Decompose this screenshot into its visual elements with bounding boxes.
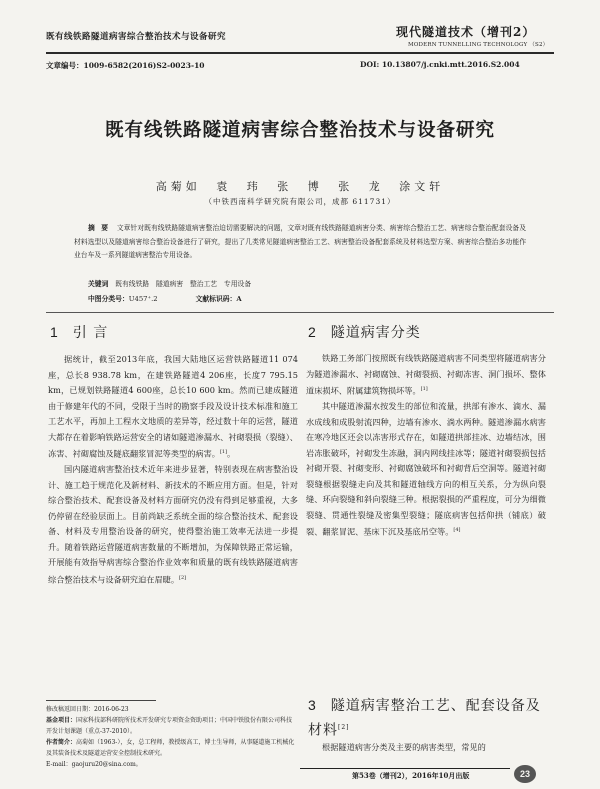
section-2-title: 隧道病害分类 (330, 325, 421, 341)
abstract-text: 文章针对既有线铁路隧道病害整治迫切需要解决的问题，文章对既有线铁路隧道病害分类、病害综合整治工艺、病害综合整治配套设备及材料选型以及隧道病害综合整治设备进行了研究，提出了几类常见隧道病害整治工艺、病害整治设备配套系统及材料选型方案、病害综合整治多功能作业台车及一系列隧道病害整治专用设备。 (74, 224, 527, 259)
abstract (74, 222, 526, 263)
section-3-number: 3 (308, 697, 317, 713)
paragraph-text: 国内隧道病害整治技术近年来进步显著，特别表现在病害整治设计、施工趋于规范化及新材料、新技术的不断应用方面。但是，针对综合整治技术、配套设备及材料方面研究仍没有得到足够重视，大多仍停留在经验层面上。目前尚缺乏系统全面的综合整治技术、配套设备、材料及专用整治设备的研究，使得整治施工效率无法进一步提升。随着铁路运营隧道病害数量的不断增加，为保障铁路正常运输，开展能有效指导病害综合整治作业效率和质量的既有线铁路隧道病害综合整治技术与设备研究迫在眉睫。 (48, 464, 298, 585)
article-number: 文章编号：1009-6582(2016)S2-0023-10 (46, 61, 205, 70)
section-1-heading (50, 322, 108, 342)
citation: [1] (420, 386, 428, 392)
page-number: 23 (514, 765, 536, 783)
fund-label: 基金项目： (46, 717, 77, 724)
affiliation: （中铁西南科学研究院有限公司，成都 611731） (204, 197, 396, 206)
author-email: E-mail：gaojuru20@sina.com。 (46, 761, 142, 768)
paragraph-text: 据统计，截至2013年底，我国大陆地区运营铁路隧道11 074座，总长8 938.78 km，在建铁路隧道4 206座，长度7 795.15 km，已规划铁路隧道4 600座，总长10 600 km。然而已建成隧道由于修建年代的不同，受限于当时的勘察手段及设计技术标准和施工工艺水平，再加上工程水文地质的差异等，经过数十年的运营，隧道大都存在着影响铁路运营安全的诸如隧道渗漏水、衬砌裂损（裂缝）、冻害、衬砌腐蚀及隧底翻浆冒泥等类型的病害。 (48, 354, 298, 459)
citation: [2] (179, 574, 187, 581)
doc-code-label: 文献标识码： (195, 295, 237, 303)
received-date: 修改稿返回日期：2016-06-23 (46, 706, 129, 713)
keywords-label: 关键词 (88, 280, 109, 288)
header-rule (46, 52, 554, 54)
section-1-title: 引 言 (72, 325, 109, 341)
paragraph (306, 399, 546, 540)
issue-info: 第53卷（增刊2），2016年10月出版 (352, 771, 470, 780)
section-3-title: 隧道病害整治工艺、配套设备及材料 (308, 698, 541, 739)
classification (88, 293, 242, 303)
doi: DOI: 10.13807/j.cnki.mtt.2016.S2.004 (360, 60, 520, 69)
section-2-body (306, 351, 546, 540)
paper-title: 既有线铁路隧道病害综合整治技术与设备研究 (104, 120, 495, 141)
footnotes (46, 704, 296, 770)
fund-note (46, 715, 296, 737)
keywords-text: 既有线铁路 隧道病害 整治工艺 专用设备 (115, 280, 252, 288)
author-label: 作者简介： (46, 739, 77, 746)
section-3-body (306, 740, 546, 756)
keywords (88, 278, 528, 288)
author-list: 高菊如 袁 玮 张 博 张 龙 涂文轩 (155, 180, 445, 193)
author-note (46, 737, 296, 759)
section-1-number: 1 (50, 324, 59, 340)
paragraph-text: 其中隧道渗漏水按发生的部位和流量，拱部有渗水、滴水、漏水成线和成股射流四种，边墙有渗水、淌水两种。隧道渗漏水病害在寒冷地区还会以冻害形式存在，如隧道拱部挂冰、边墙结冰，围岩冻胀破坏，衬砌发生冻融，洞内网线挂冰等；隧道衬砌裂损包括衬砌开裂、衬砌变形、衬砌腐蚀破坏和衬砌背后空洞等。隧道衬砌裂缝根据裂缝走向及其和隧道轴线方向的相互关系，分为纵向裂缝、环向裂缝和斜向裂缝三种。根据裂损的严重程度，可分为细微裂缝、贯通性裂缝及密集型裂缝；隧底病害包括仰拱（铺底）破裂、翻浆冒泥、基床下沉及基底吊空等。 (306, 401, 546, 537)
section-2-number: 2 (308, 324, 317, 340)
section-2-heading (308, 322, 421, 342)
clc-label: 中图分类号： (88, 295, 129, 303)
fund-text: 国家科技部科研院所技术开发研究专项资金资助项目；中国中铁股份有限公司科技开发计划课题（重点-37-2010）。 (46, 717, 293, 735)
section-1-body (48, 352, 298, 588)
footer-rule (300, 768, 510, 769)
section-3-heading (308, 694, 548, 742)
citation: [4] (453, 527, 461, 534)
citation: [1] (219, 449, 228, 455)
doc-code-value: A (236, 295, 242, 303)
journal-title-cn: 现代隧道技术（增刊2） (396, 25, 536, 39)
running-head: 既有线铁路隧道病害综合整治技术与设备研究 (46, 32, 227, 42)
citation: [2] (338, 724, 350, 731)
paragraph (306, 351, 546, 399)
journal-title-en: MODERN TUNNELLING TECHNOLOGY （S2） (408, 42, 549, 48)
abstract-label: 摘 要 (88, 224, 111, 232)
clc-value: U457⁺.2 (128, 295, 158, 303)
paragraph (48, 462, 298, 588)
paragraph-text: 铁路工务部门按照既有线铁路隧道病害不同类型将隧道病害分为隧道渗漏水、衬砌腐蚀、衬砌裂损、衬砌冻害、洞门损坏、整体道床损坏、附属建筑物损坏等。 (306, 353, 546, 396)
section-divider (46, 312, 554, 313)
paragraph: 根据隧道病害分类及主要的病害类型，常见的 (322, 742, 486, 752)
footnote-rule (46, 700, 156, 701)
author-text: 高菊如（1963-），女，总工程师，教授级高工，博士生导师，从事隧道施工机械化及其装备技术及隧道运营安全控制技术研究。 (46, 739, 295, 757)
paragraph: 据统计，截至2013年底，我国大陆地区运营铁路隧道11 074座，总长8 938.78 km，在建铁路隧道4 206座，长度7 795.15 km，已规划铁路隧道4 600座，总长10 600 km。然而已建成隧道由于修建年代的不同，受限于当时的勘察手段及设计技术标准和施工工艺水平，再加上工程水文地质的差异等，经过数十年的运营，隧道大都存在着影响铁路运营安全的诸如隧道渗漏水、衬砌裂损（裂缝）、冻害、衬砌腐蚀及隧底翻浆冒泥等类型的病害。[1]。 (48, 354, 298, 459)
